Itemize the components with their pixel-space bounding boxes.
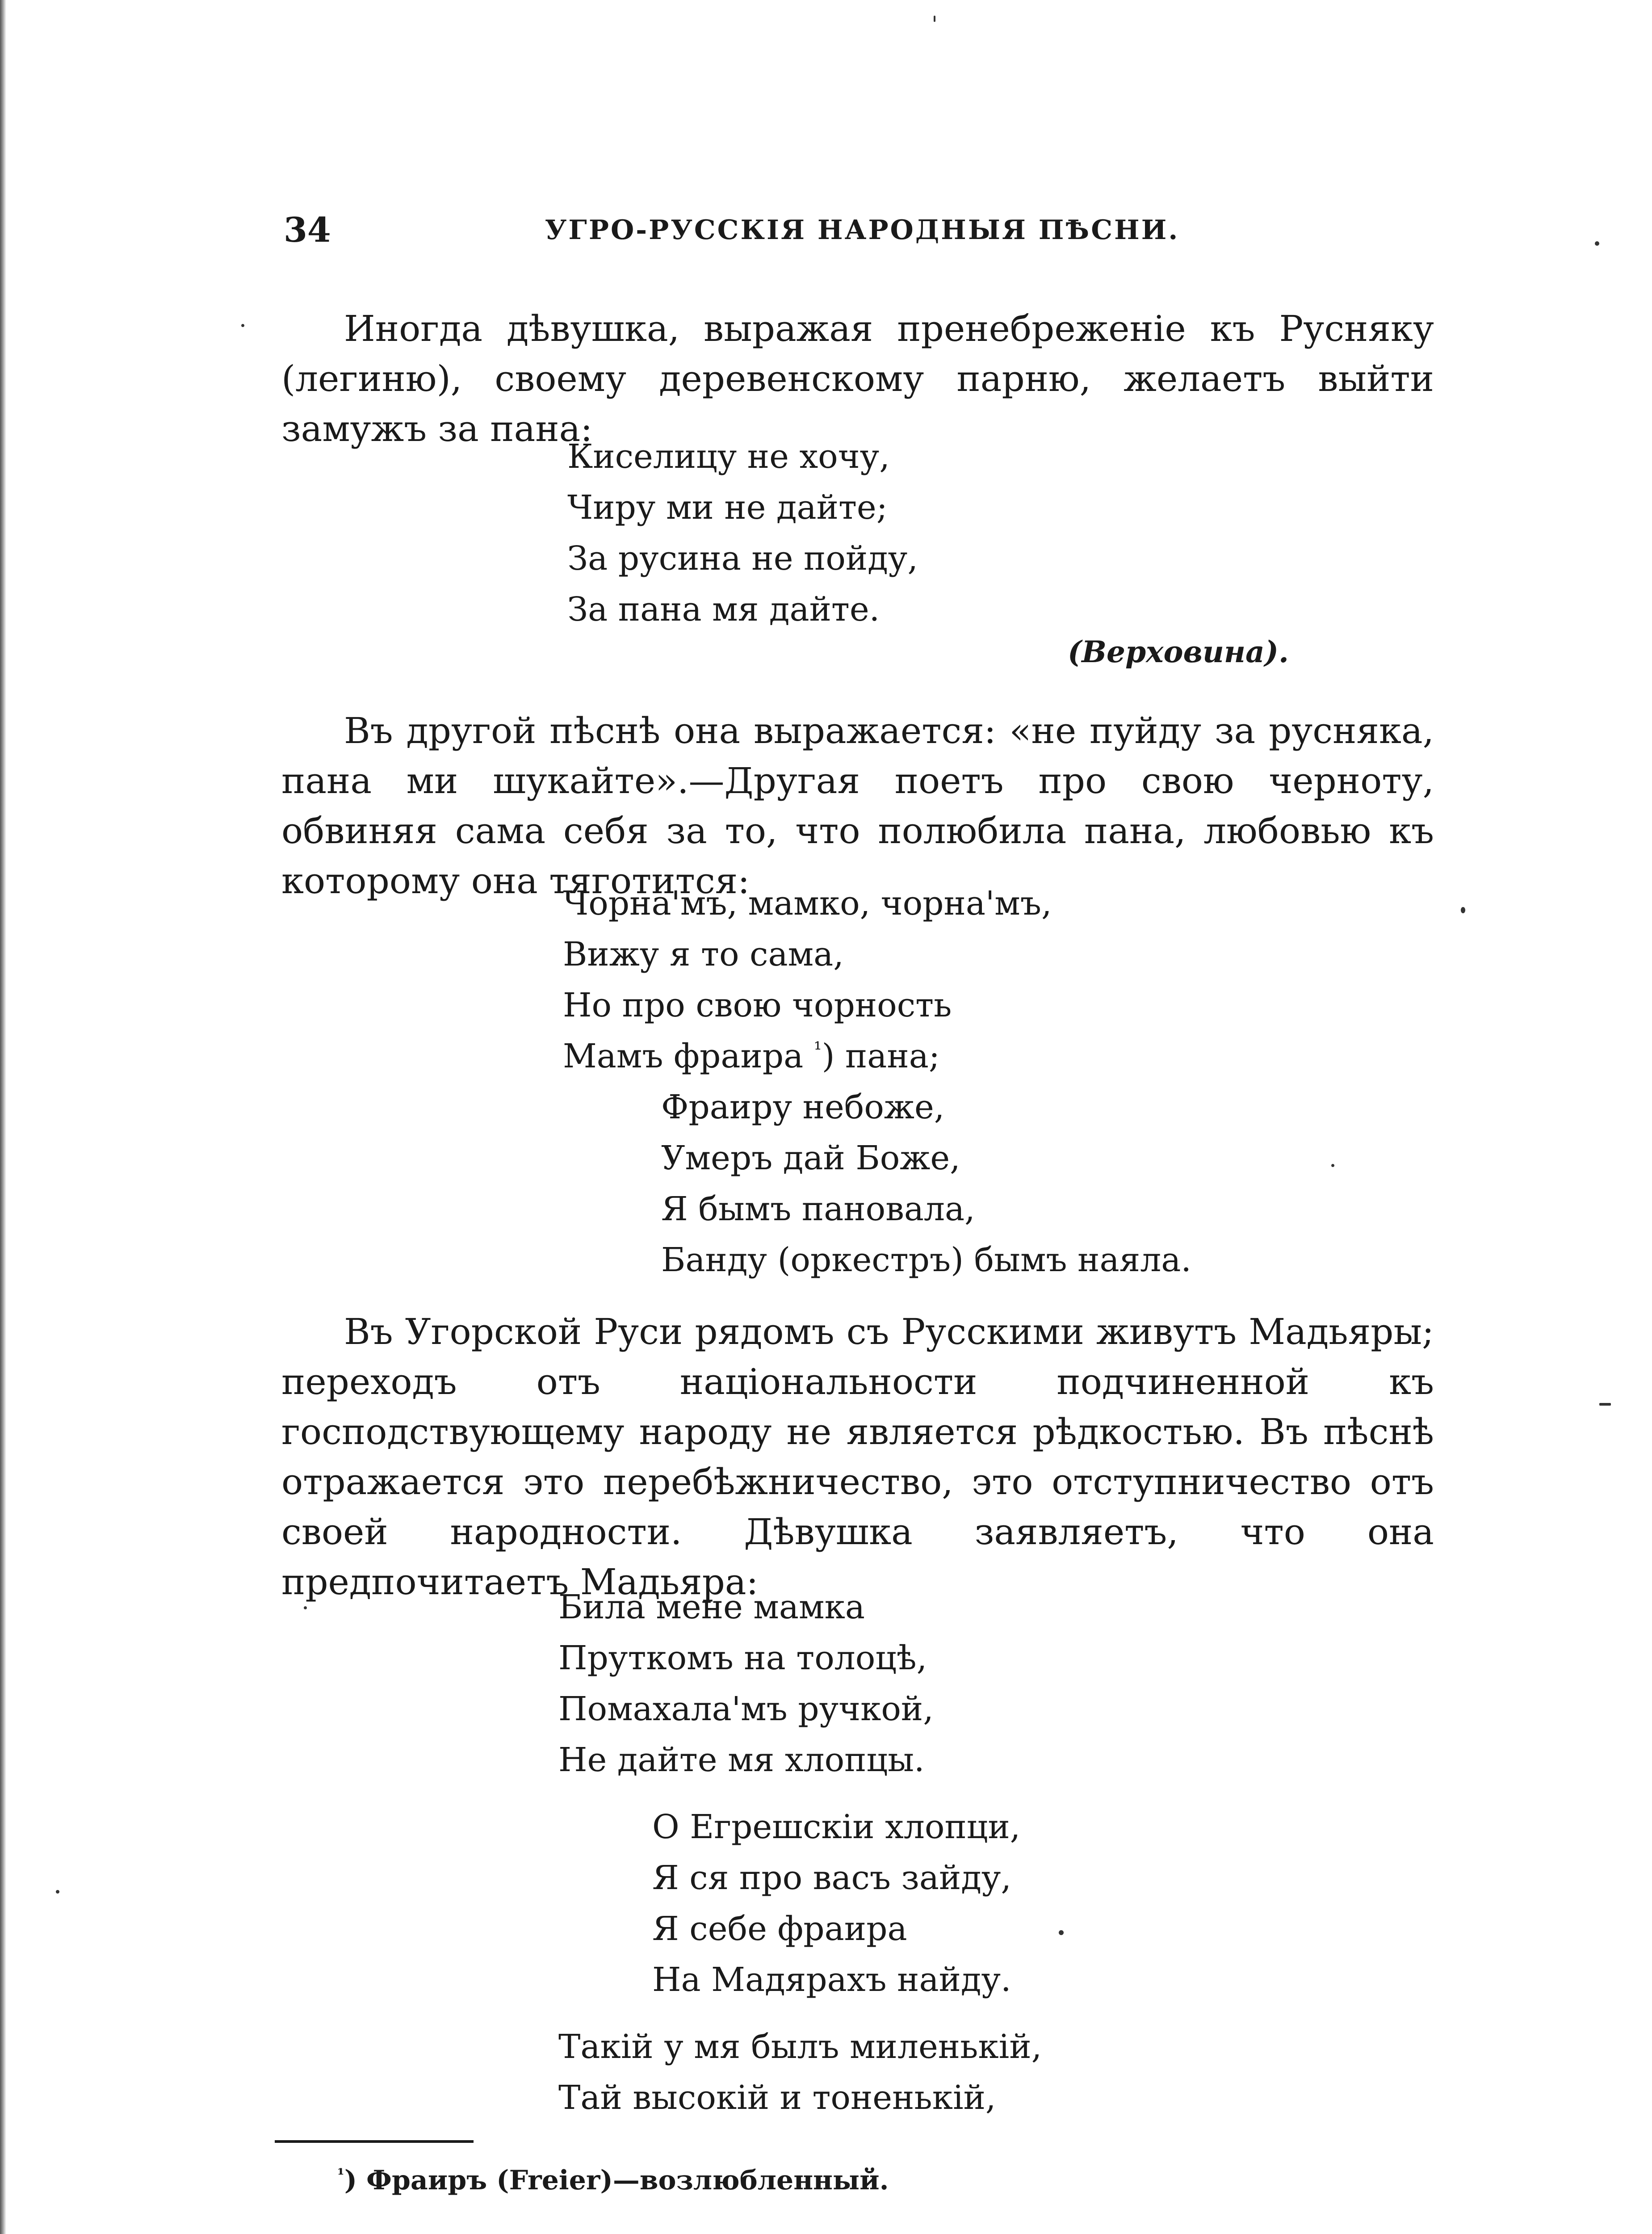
verse-line: Банду (оркестръ) бымъ наяла.: [661, 1241, 1191, 1279]
verse-line-with-footnote: [563, 1031, 1191, 1082]
verse-line: Киселицу не хочу,: [567, 437, 890, 476]
verse-line: Чорна'мъ, мамко, чорна'мъ,: [563, 884, 1052, 923]
footnote-text: ) Фраиръ (Freier)—возлюбленный.: [344, 2165, 889, 2196]
verse-line: О Егрешскіи хлопци,: [652, 1808, 1021, 1846]
verse-line: Умеръ дай Боже,: [661, 1139, 960, 1177]
verse-line: Фраиру небоже,: [661, 1088, 945, 1126]
verse-line: Я ся про васъ зайду,: [652, 1859, 1011, 1897]
footnote: [337, 2165, 889, 2196]
footnote-reference: ¹: [813, 1038, 822, 1061]
verse-line: Не дайте мя хлопцы.: [558, 1741, 925, 1779]
verse-line: За русина не пойду,: [567, 539, 918, 578]
verse-line: Вижу я то сама,: [563, 935, 844, 974]
verse-text: ) пана;: [822, 1037, 940, 1075]
verse-3: [558, 1582, 1042, 2123]
verse-line: Била мене мамка: [558, 1588, 865, 1626]
stanza: [558, 1801, 1042, 2005]
verse-line: Но про свою чорность: [563, 986, 952, 1025]
verse-2: [563, 878, 1191, 1285]
stanza: [558, 1582, 1042, 1785]
paragraph-1: Иногда дѣвушка, выражая пренебреженіе къ Русняку (легиню), своему деревенскому парню, желаетъ выйти замужъ за пана:: [281, 308, 1434, 449]
verse-line: Тай высокій и тоненькій,: [558, 2079, 996, 2117]
running-title: УГРО-РУССКІЯ НАРОДНЫЯ ПѢСНИ.: [545, 214, 1180, 246]
verse-source: (Верховина).: [1068, 634, 1289, 669]
footnote-divider: [275, 2140, 474, 2143]
verse-line: Такій у мя былъ миленькій,: [558, 2028, 1042, 2066]
verse-line: На Мадярахъ найду.: [652, 1961, 1011, 1999]
paragraph-2: Въ другой пѣснѣ она выражается: «не пуйду за русняка, пана ми шукайте».—Другая поетъ про свою черноту, обвиняя сама себя за то, что полюбила пана, любовью къ которому она тяготится:: [281, 710, 1434, 902]
stanza: [558, 2021, 1042, 2123]
page-number: 34: [284, 210, 331, 250]
verse-line: Помахала'мъ ручкой,: [558, 1690, 934, 1728]
verse-line: Я бымъ пановала,: [661, 1190, 975, 1228]
verse-1: [567, 431, 918, 635]
verse-line: Пруткомъ на толоцѣ,: [558, 1639, 927, 1677]
verse-text: Мамъ фраира: [563, 1037, 814, 1075]
page-header: [284, 210, 1441, 259]
paragraph-3: Въ Угорской Руси рядомъ съ Русскими живутъ Мадьяры; переходъ отъ національности подчиненной къ господствующему народу не является рѣдкостью. Въ пѣснѣ отражается это перебѣжничество, это отступничество отъ своей народности. Дѣвушка заявляетъ, что она предпочитаетъ Мадьяра:: [281, 1311, 1434, 1603]
footnote-marker: ¹: [337, 2165, 344, 2184]
verse-line: Чиру ми не дайте;: [567, 488, 888, 527]
verse-line: Я себе фраира: [652, 1910, 907, 1948]
verse-line: За пана мя дайте.: [567, 590, 880, 629]
